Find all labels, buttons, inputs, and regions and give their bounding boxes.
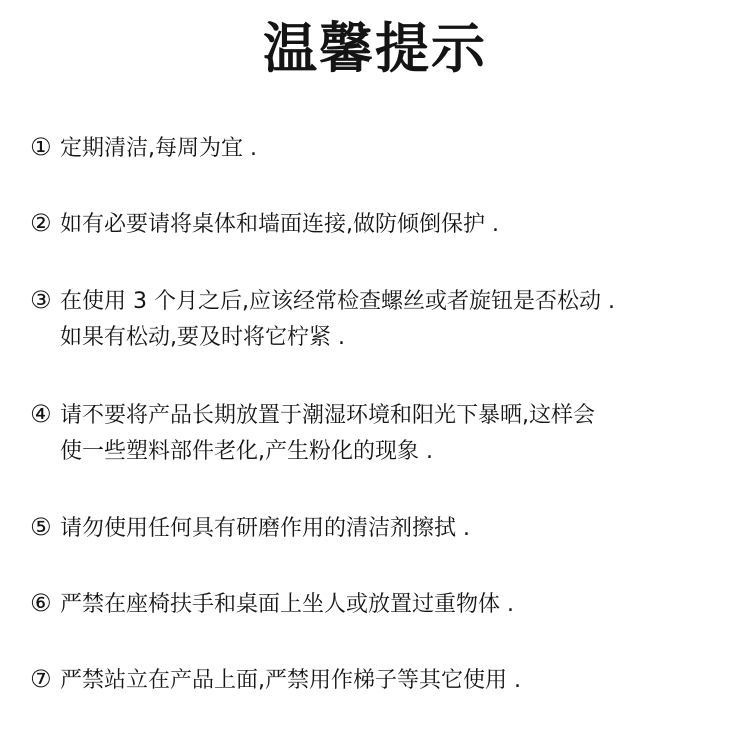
tip-item-7 xyxy=(30,661,730,699)
tip-text: 严禁在座椅扶手和桌面上坐人或放置过重物体 . xyxy=(60,592,514,617)
tip-text: 在使用 3 个月之后,应该经常检查螺丝或者旋钮是否松动 . xyxy=(60,289,615,314)
tip-number: ④ xyxy=(30,400,52,428)
tip-number: ⑥ xyxy=(30,589,52,617)
tip-text-continuation: 如果有松动,要及时将它柠紧 . xyxy=(60,325,345,350)
tip-number: ⑤ xyxy=(30,513,52,541)
tip-item-2 xyxy=(30,205,730,243)
tip-text: 请勿使用任何具有研磨作用的清洁剂擦拭 . xyxy=(60,516,470,541)
tip-number: ⑦ xyxy=(30,665,52,693)
tip-text: 如有必要请将桌体和墙面连接,做防倾倒保护 . xyxy=(60,212,499,237)
tip-text-continuation: 使一些塑料部件老化,产生粉化的现象 . xyxy=(60,439,433,464)
tip-item-4 xyxy=(30,396,730,470)
tip-text: 严禁站立在产品上面,严禁用作梯子等其它使用 . xyxy=(60,668,521,693)
tip-item-5 xyxy=(30,509,730,547)
page-title: 温馨提示 xyxy=(263,17,487,80)
tip-item-1 xyxy=(30,129,730,167)
tip-item-3 xyxy=(30,282,730,356)
tip-text: 请不要将产品长期放置于潮湿环境和阳光下暴晒,这样会 xyxy=(60,403,595,428)
tip-number: ③ xyxy=(30,286,52,314)
tip-text: 定期清洁,每周为宜 . xyxy=(60,136,257,161)
tip-number: ② xyxy=(30,209,52,237)
tip-item-6 xyxy=(30,585,730,623)
tip-number: ① xyxy=(30,133,52,161)
